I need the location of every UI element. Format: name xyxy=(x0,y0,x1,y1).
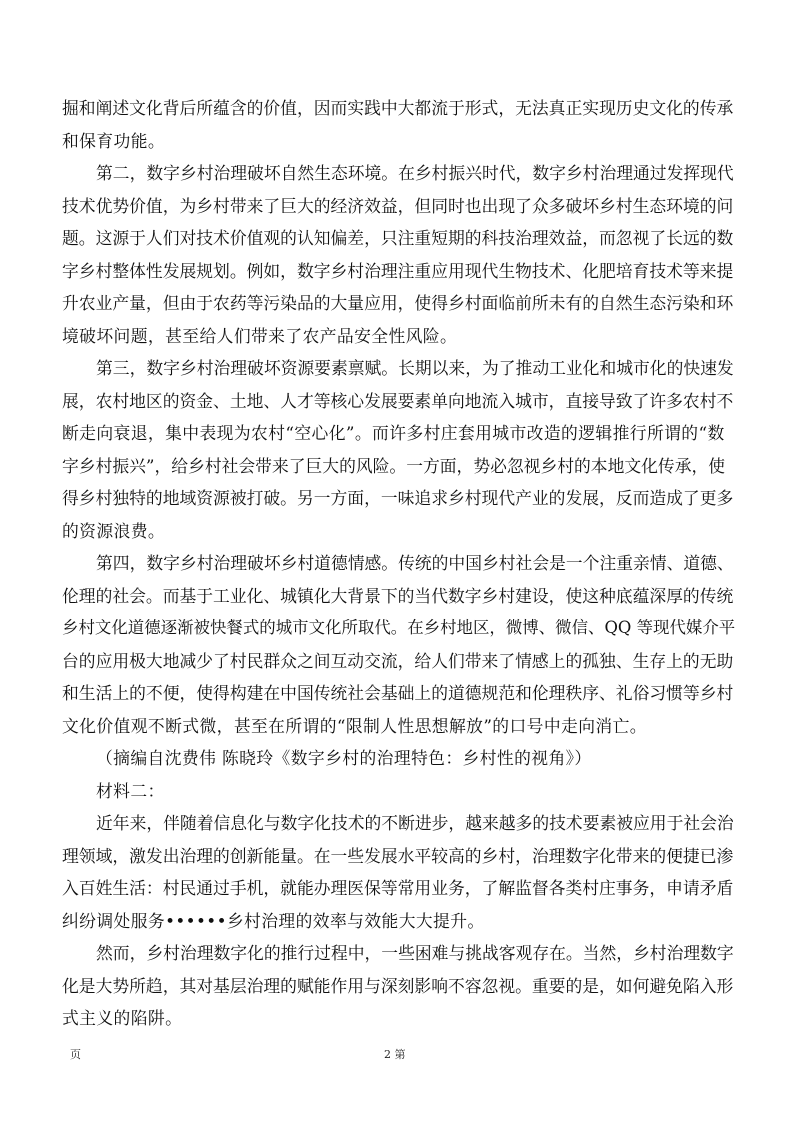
text-line: 乡村文化道德逐渐被快餐式的城市文化所取代。在乡村地区，微博、微信、QQ 等现代媒介平 xyxy=(62,618,736,637)
text-line: 文化价值观不断式微，甚至在所谓的“限制人性思想解放”的口号中走向消亡。 xyxy=(62,715,647,736)
text-line: 第三，数字乡村治理破坏资源要素禀赋。长期以来，为了推动工业化和城市化的快速发 xyxy=(96,358,734,378)
text-line: 式主义的陷阱。 xyxy=(62,1008,183,1028)
text-line: 纠纷调处服务••••••乡村治理的效率与效能大大提升。 xyxy=(62,910,485,931)
text-line: 入百姓生活：村民通过手机，就能办理医保等常用业务，了解监督各类村庄事务，申请矛盾 xyxy=(62,878,734,898)
text-line: 第二，数字乡村治理破坏自然生态环境。在乡村振兴时代，数字乡村治理通过发挥现代 xyxy=(96,163,734,183)
source-citation: （摘编自沈费伟 陈晓玲《数字乡村的治理特色：乡村性的视角》） xyxy=(96,748,592,768)
text-line: 台的应用极大地减少了村民群众之间互动交流，给人们带来了情感上的孤独、生存上的无助 xyxy=(62,650,734,671)
text-line: 第四，数字乡村治理破坏乡村道德情感。传统的中国乡村社会是一个注重亲情、道德、 xyxy=(96,553,734,573)
text-line: 得乡村独特的地域资源被打破。另一方面，一味追求乡村现代产业的发展，反而造成了更多 xyxy=(62,488,734,508)
text-line: 展，农村地区的资金、土地、人才等核心发展要素单向地流入城市，直接导致了许多农村不 xyxy=(62,390,734,411)
text-line: 伦理的社会。而基于工业化、城镇化大背景下的当代数字乡村建设，使这种底蕴深厚的传统 xyxy=(62,585,734,606)
section-heading: 材料二： xyxy=(96,780,165,801)
text-line: 然而，乡村治理数字化的推行过程中，一些困难与挑战客观存在。当然，乡村治理数字 xyxy=(96,943,734,963)
text-line: 和保育功能。 xyxy=(62,130,166,151)
text-line: 掘和阐述文化背后所蕴含的价值，因而实践中大都流于形式，无法真正实现历史文化的传承 xyxy=(62,98,734,118)
text-line: 字乡村整体性发展规划。例如，数字乡村治理注重应用现代生物技术、化肥培育技术等来提 xyxy=(62,260,734,281)
text-line: 理领域，激发出治理的创新能量。在一些发展水平较高的乡村，治理数字化带来的便捷已渗 xyxy=(62,845,734,866)
text-line: 化是大势所趋，其对基层治理的赋能作用与深刻影响不容忽视。重要的是，如何避免陷入形 xyxy=(62,975,734,996)
footer-page-number: 2 第 xyxy=(384,1048,406,1061)
text-line: 近年来，伴随着信息化与数字化技术的不断进步，越来越多的技术要素被应用于社会治 xyxy=(96,813,734,833)
text-line: 升农业产量，但由于农药等污染品的大量应用，使得乡村面临前所未有的自然生态污染和环 xyxy=(62,293,734,313)
text-line: 字乡村振兴”，给乡村社会带来了巨大的风险。一方面，势必忽视乡村的本地文化传承，使 xyxy=(62,455,726,476)
footer-page-label: 页 xyxy=(70,1048,81,1061)
text-line: 题。这源于人们对技术价值观的认知偏差，只注重短期的科技治理效益，而忽视了长远的数 xyxy=(62,228,734,248)
text-line: 境破坏问题，甚至给人们带来了农产品安全性风险。 xyxy=(62,325,458,346)
text-line: 和生活上的不便，使得构建在中国传统社会基础上的道德规范和伦理秩序、礼俗习惯等乡村 xyxy=(62,683,734,703)
text-line: 断走向衰退，集中表现为农村“空心化”。而许多村庄套用城市改造的逻辑推行所谓的“数 xyxy=(62,423,725,443)
text-line: 的资源浪费。 xyxy=(62,520,166,541)
text-line: 技术优势价值，为乡村带来了巨大的经济效益，但同时也出现了众多破坏乡村生态环境的问 xyxy=(62,195,734,216)
document-body xyxy=(62,92,738,1035)
